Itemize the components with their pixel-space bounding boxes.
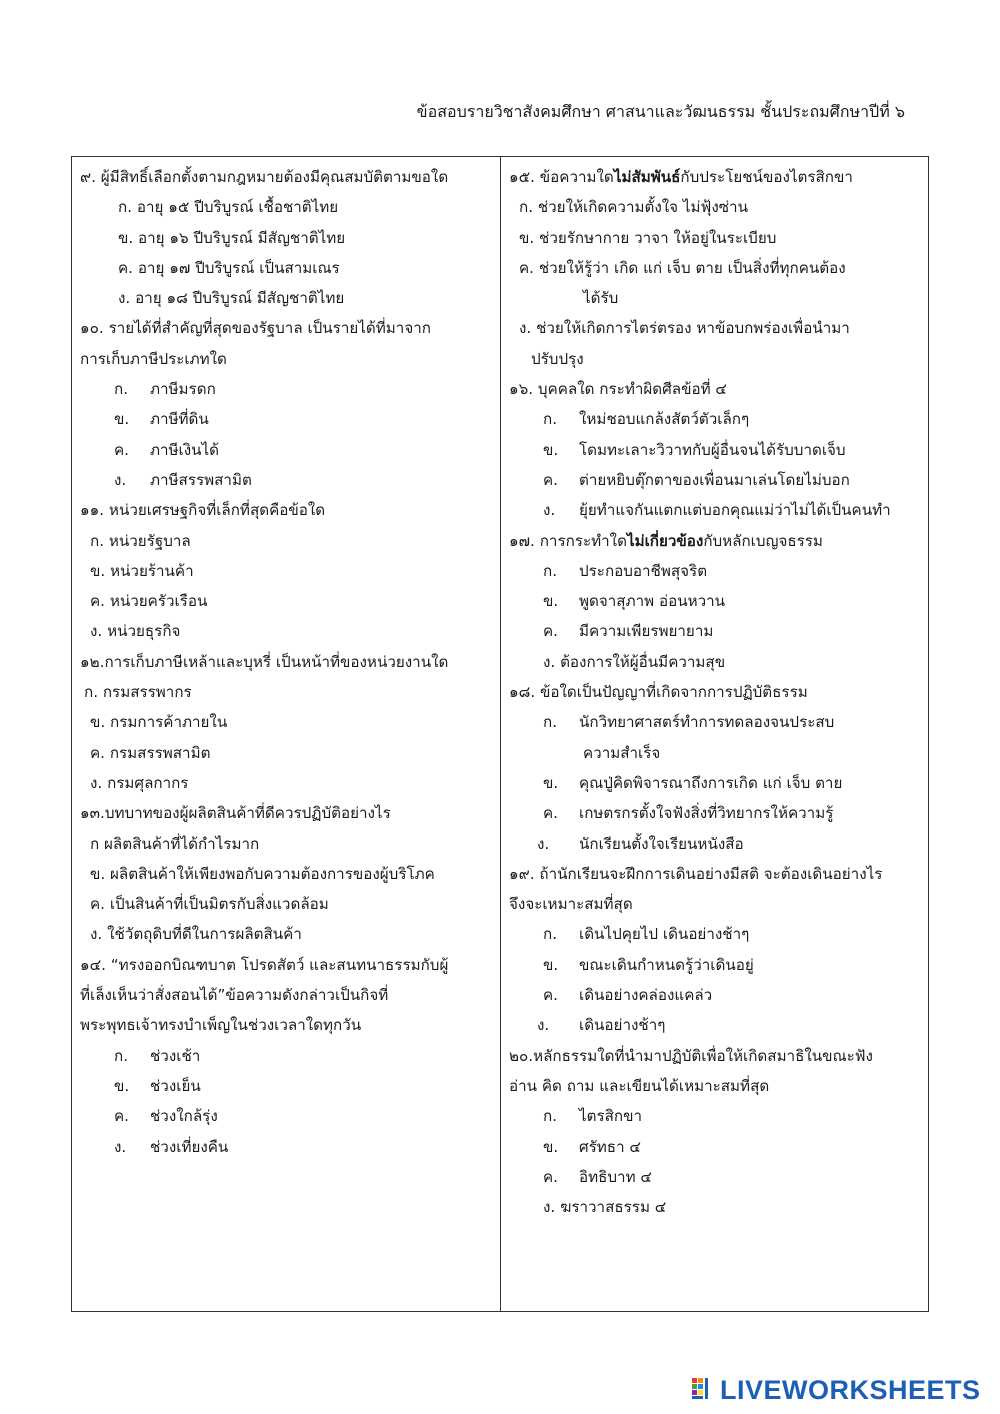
question-20-line1: ๒๐.หลักธรรมใดที่นำมาปฏิบัติเพื่อให้เกิดสมาธิในขณะฟัง (509, 1046, 873, 1065)
q18-option-a-cont: ความสำเร็จ (583, 743, 661, 762)
q18-option-d: ง. นักเรียนตั้งใจเรียนหนังสือ (537, 834, 744, 853)
question-19-line2: จึงจะเหมาะสมที่สุด (509, 895, 633, 914)
q14-option-d: ง. ช่วงเที่ยงคืน (114, 1137, 229, 1156)
q13-option-a: ก ผลิตสินค้าที่ได้กำไรมาก (90, 834, 260, 853)
q10-option-c: ค. ภาษีเงินได้ (114, 440, 220, 459)
liveworksheets-logo-icon (692, 1378, 714, 1404)
question-9: ๙. ผู้มีสิทธิ์เลือกตั้งตามกฎหมายต้องมีคุณสมบัติตามขอใด (80, 168, 449, 186)
q16-option-d: ง. ยุ้ยทำแจกันแตกแต่บอกคุณแม่ว่าไม่ได้เป็นคนทำ (543, 501, 891, 520)
q9-option-d: ง. อายุ ๑๘ ปีบริบูรณ์ มีสัญชาติไทย (118, 289, 345, 308)
page-header: ข้อสอบรายวิชาสังคมศึกษา ศาสนาและวัฒนธรรม ชั้นประถมศึกษาปีที่ ๖ (416, 102, 905, 121)
q12-option-a: ก. กรมสรรพากร (84, 683, 192, 702)
question-19-line1: ๑๙. ถ้านักเรียนจะฝึกการเดินอย่างมีสติ จะต้องเดินอย่างไร (509, 864, 883, 883)
q20-option-a: ก. ไตรสิกขา (543, 1107, 643, 1126)
q9-option-b: ข. อายุ ๑๖ ปีบริบูรณ์ มีสัญชาติไทย (118, 228, 346, 247)
question-17: ๑๗. การกระทำใดไม่เกี่ยวข้องกับหลักเบญจธรรม (509, 531, 823, 550)
q11-option-d: ง. หน่วยธุรกิจ (90, 622, 181, 641)
q12-option-c: ค. กรมสรรพสามิต (90, 743, 211, 762)
q11-option-c: ค. หน่วยครัวเรือน (90, 592, 208, 611)
q19-option-b: ข. ขณะเดินกำหนดรู้ว่าเดินอยู่ (543, 955, 754, 974)
exam-sheet (71, 156, 929, 1312)
q9-option-c: ค. อายุ ๑๗ ปีบริบูรณ์ เป็นสามเณร (118, 258, 340, 277)
q20-option-b: ข. ศรัทธา ๔ (543, 1137, 641, 1156)
q18-option-a: ก. นักวิทยาศาสตร์ทำการทดลองจนประสบ (543, 713, 835, 732)
liveworksheets-logo (692, 1375, 981, 1406)
q15-option-d-cont: ปรับปรุง (531, 349, 584, 368)
q15-option-d: ง. ช่วยให้เกิดการไตร่ตรอง หาข้อบกพร่องเพื่อนำมา (519, 319, 850, 338)
question-14-line3: พระพุทธเจ้าทรงบำเพ็ญในช่วงเวลาใดทุกวัน (80, 1016, 362, 1035)
q10-option-d: ง. ภาษีสรรพสามิต (114, 470, 252, 489)
q11-option-b: ข. หน่วยร้านค้า (90, 561, 194, 580)
q17-option-b: ข. พูดจาสุภาพ อ่อนหวาน (543, 592, 726, 611)
q14-option-b: ข. ช่วงเย็น (114, 1076, 201, 1095)
question-13: ๑๓.บทบาทของผู้ผลิตสินค้าที่ดีควรปฏิบัติอย่างไร (80, 804, 391, 823)
q10-option-b: ข. ภาษีที่ดิน (114, 410, 209, 429)
question-14-line2: ที่เล็งเห็นว่าสั่งสอนได้”ข้อความดังกล่าวเป็นกิจที่ (80, 986, 389, 1005)
q12-option-d: ง. กรมศุลกากร (90, 773, 189, 792)
q11-option-a: ก. หน่วยรัฐบาล (90, 531, 191, 550)
q15-option-c-cont: ได้รับ (583, 289, 619, 308)
question-20-line2: อ่าน คิด ถาม และเขียนได้เหมาะสมที่สุด (509, 1076, 770, 1095)
question-15: ๑๕. ข้อความใดไม่สัมพันธ์กับประโยชน์ของไตรสิกขา (509, 168, 853, 186)
q19-option-c: ค. เดินอย่างคล่องแคล่ว (543, 986, 713, 1005)
q19-option-a: ก. เดินไปคุยไป เดินอย่างช้าๆ (543, 925, 750, 944)
q19-option-d: ง. เดินอย่างช้าๆ (537, 1016, 666, 1035)
question-11: ๑๑. หน่วยเศรษฐกิจที่เล็กที่สุดคือข้อใด (80, 501, 326, 520)
q14-option-a: ก. ช่วงเช้า (114, 1046, 201, 1065)
q18-option-b: ข. คุณปู่คิดพิจารณาถึงการเกิด แก่ เจ็บ ตาย (543, 773, 843, 792)
q9-option-a: ก. อายุ ๑๕ ปีบริบูรณ์ เชื้อชาติไทย (118, 198, 339, 217)
q17-option-c: ค. มีความเพียรพยายาม (543, 622, 714, 641)
left-column (72, 157, 500, 1311)
q20-option-c: ค. อิทธิบาท ๔ (543, 1167, 652, 1186)
question-16: ๑๖. บุคคลใด กระทำผิดศีลข้อที่ ๔ (509, 380, 727, 399)
q13-option-c: ค. เป็นสินค้าที่เป็นมิตรกับสิ่งแวดล้อม (90, 895, 329, 914)
q17-option-a: ก. ประกอบอาชีพสุจริต (543, 561, 708, 580)
q14-option-c: ค. ช่วงใกล้รุ่ง (114, 1107, 218, 1126)
q10-option-a: ก. ภาษีมรดก (114, 380, 216, 399)
question-18: ๑๘. ข้อใดเป็นปัญญาที่เกิดจากการปฏิบัติธรรม (509, 683, 808, 702)
q15-option-b: ข. ช่วยรักษากาย วาจา ให้อยู่ในระเบียบ (519, 228, 777, 247)
liveworksheets-logo-text: LIVEWORKSHEETS (720, 1375, 981, 1405)
question-14-line1: ๑๔. “ทรงออกบิณฑบาต โปรดสัตว์ และสนทนาธรรมกับผู้ (80, 955, 449, 974)
question-10-line1: ๑๐. รายได้ที่สำคัญที่สุดของรัฐบาล เป็นรายได้ที่มาจาก (80, 319, 431, 338)
question-12: ๑๒.การเก็บภาษีเหล้าและบุหรี่ เป็นหน้าที่ของหน่วยงานใด (80, 652, 449, 671)
q12-option-b: ข. กรมการค้าภายใน (90, 713, 228, 732)
q16-option-c: ค. ต่ายหยิบตุ๊กตาของเพื่อนมาเล่นโดยไม่บอก (543, 470, 850, 489)
q20-option-d: ง. ฆราวาสธรรม ๔ (543, 1198, 667, 1217)
q18-option-c: ค. เกษตรกรตั้งใจฟังสิ่งที่วิทยากรให้ความรู้ (543, 804, 834, 823)
q16-option-b: ข. โดมทะเลาะวิวาทกับผู้อื่นจนได้รับบาดเจ็บ (543, 440, 846, 459)
right-column (500, 157, 928, 1311)
q15-option-a: ก. ช่วยให้เกิดความตั้งใจ ไม่ฟุ้งซ่าน (519, 198, 748, 217)
q16-option-a: ก. ใหม่ชอบแกล้งสัตว์ตัวเล็กๆ (543, 410, 750, 429)
q15-option-c: ค. ช่วยให้รู้ว่า เกิด แก่ เจ็บ ตาย เป็นสิ่งที่ทุกคนต้อง (519, 258, 846, 277)
q13-option-d: ง. ใช้วัตถุดิบที่ดีในการผลิตสินค้า (90, 925, 302, 944)
question-10-line2: การเก็บภาษีประเภทใด (80, 349, 227, 368)
q13-option-b: ข. ผลิตสินค้าให้เพียงพอกับความต้องการของผู้บริโภค (90, 864, 435, 883)
q17-option-d: ง. ต้องการให้ผู้อื่นมีความสุข (543, 652, 726, 671)
